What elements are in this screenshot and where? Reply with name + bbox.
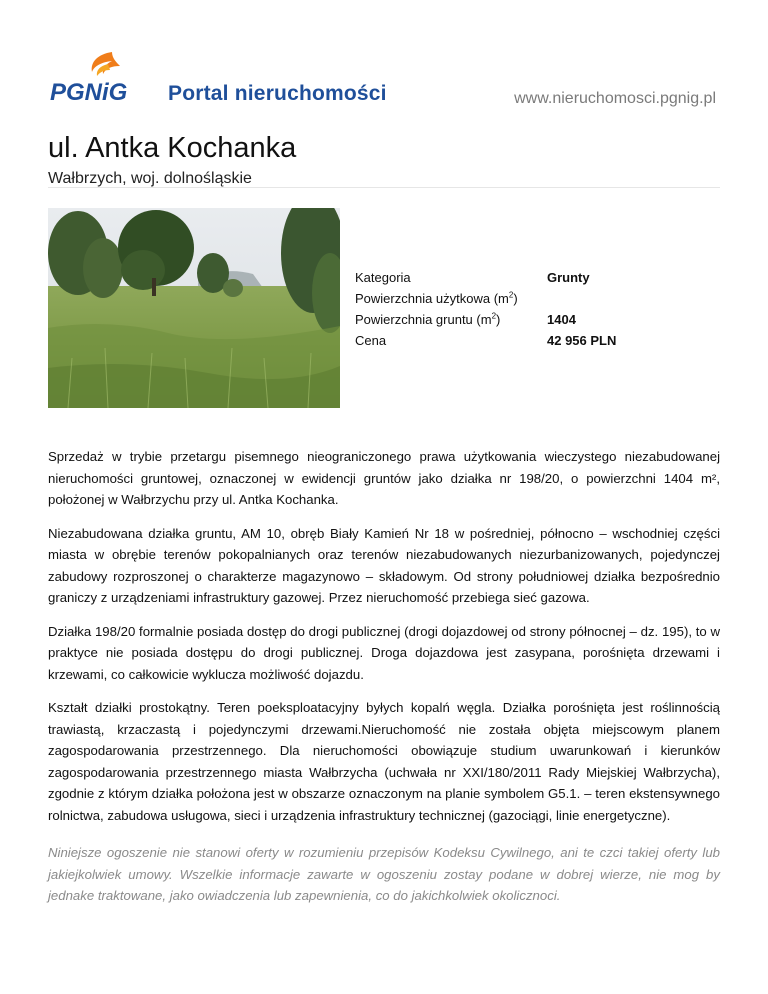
listing-location: Wałbrzych, woj. dolnośląskie bbox=[48, 170, 252, 187]
detail-label: Powierzchnia gruntu $(m^2)$ bbox=[355, 311, 501, 327]
description-paragraph: Działka 198/20 formalnie posiada dostęp do drogi publicznej (drogi dojazdowej od strony północnej – dz. 195), to w praktyce nie posiada dostępu do drogi publicznej. Droga dojazdowa jest zasypana, porośnięta drzewami i krzewami, co całkowicie wyklucza możliwość dojazdu. bbox=[48, 623, 720, 682]
detail-label: Powierzchnia użytkowa $(m^2)$ bbox=[355, 290, 518, 306]
detail-row-price bbox=[355, 333, 675, 354]
detail-row-category bbox=[355, 270, 675, 291]
site-url[interactable]: www.nieruchomosci.pgnig.pl bbox=[514, 90, 716, 107]
description-paragraph: Sprzedaż w trybie przetargu pisemnego nieograniczonego prawa użytkowania wieczystego niezabudowanej nieruchomości gruntowej, oznaczonej w ewidencji gruntów jako działka nr 198/20, o powierzchni 1404 m², położonej w Wałbrzychu przy ul. Antka Kochanka. bbox=[48, 449, 720, 507]
detail-row-land-area bbox=[355, 312, 675, 333]
detail-label: Cena bbox=[355, 333, 387, 348]
description-paragraph: Niezabudowana działka gruntu, AM 10, obręb Biały Kamień Nr 18 w pośredniej, północno – wschodniej części miasta w obrębie terenów pokopalnianych oraz terenów niezabudowanych niezurbanizowanych, pojedynczej zabudowy rozproszonej o charakterze magazynowo – składowym. Od strony południowej działka bezpośrednio graniczy z urządzeniami infrastruktury gazowej. Przez nieruchomość przebiega sieć gazowa. bbox=[48, 525, 720, 605]
legal-disclaimer: Niniejsze ogoszenie nie stanowi oferty w rozumieniu przepisów Kodeksu Cywilnego, ani te czci takiej oferty lub jakiejkolwiek umowy. Wszelkie informacje zawarte w ogoszeniu zostay podane w dobrej wierze, nie mog by jednake traktowane, jako owiadczenia lub zapewnienia, co do jakichkolwiek okolicznoci. bbox=[48, 845, 720, 903]
page-header bbox=[0, 0, 768, 120]
detail-value: 1404 bbox=[547, 312, 576, 327]
listing-description bbox=[48, 446, 720, 919]
listing-title: ul. Antka Kochanka bbox=[48, 132, 297, 164]
detail-value: 42 956 PLN bbox=[547, 333, 617, 348]
detail-label: Kategoria bbox=[355, 270, 411, 285]
pgnig-logo bbox=[50, 48, 145, 108]
property-details bbox=[355, 270, 675, 354]
portal-title: Portal nieruchomości bbox=[168, 82, 387, 105]
description-paragraph: Kształt działki prostokątny. Teren poeksploatacyjny byłych kopalń węgla. Działka porośnięta jest roślinnością trawiastą, krzaczastą i pojedynczymi drzewami.Nieruchomość nie została objęta miejscowym planem zagospodarowania przestrzennego. Dla nieruchomości obowiązuje studium uwarunkowań i kierunków zagospodarowania przestrzennego miasta Wałbrzycha (uchwała nr XXI/180/2011 Rady Miejskiej Wałbrzycha), zgodnie z którym działka położona jest w obszarze oznaczonym na planie symbolem G5.1. – teren ekstensywnego rolnictwa, zabudowa usługowa, sieci i urządzenia infrastruktury technicznej (gazociągi, linie energetyczne). bbox=[48, 700, 720, 823]
title-divider bbox=[48, 187, 720, 188]
logo-wordmark: PGNiG bbox=[50, 79, 128, 106]
detail-value: Grunty bbox=[547, 270, 590, 285]
property-photo bbox=[48, 208, 340, 408]
detail-row-usable-area bbox=[355, 291, 675, 312]
